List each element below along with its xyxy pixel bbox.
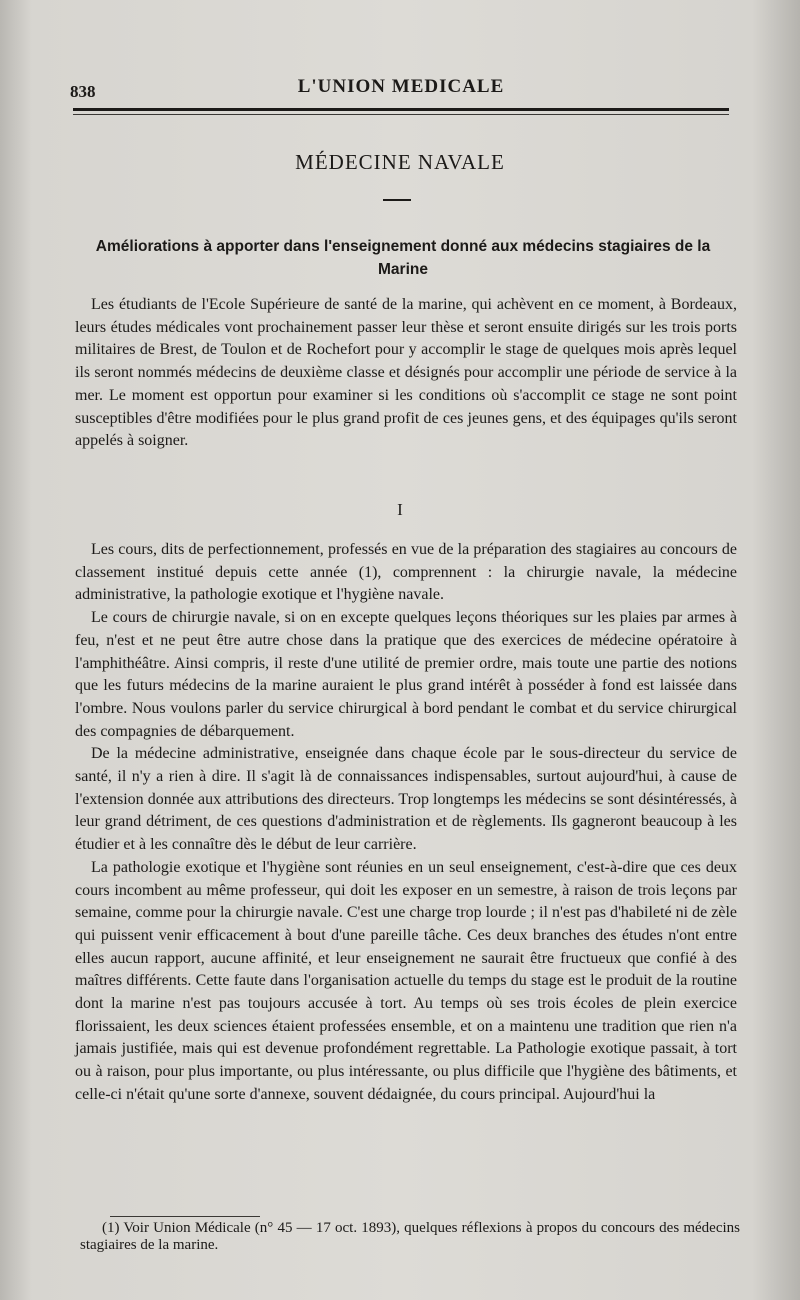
header-rule [73,108,729,111]
page-number: 838 [70,82,96,101]
section-number: I [397,500,403,519]
intro-block [75,294,737,453]
article-title: Améliorations à apporter dans l'enseignement donné aux médecins stagiaires de la Marine [95,238,711,278]
paragraph-administration: De la médecine administrative, enseignée dans chaque école par le sous-directeur du service de santé, il n'y a rien à dire. Il s'agit là de connaissances indispensables, surtout aujourd'hui, à cause de l'extension donnée aux attributions des directeurs. Trop longtemps les médecins se sont désintéressés, à leur grand détriment, de ces questions d'administration et de règlements. Ils gagneront beaucoup à les étudier et à les connaître dès le début de leur carrière. [75,745,737,854]
footnote: (1) Voir Union Médicale (n° 45 — 17 oct. 1893), quelques réflexions à propos du concours des médecins stagiaires de la marine. [80,1220,740,1253]
paragraph-pathology: La pathologie exotique et l'hygiène sont réunies en un seul enseignement, c'est-à-dire que ces deux cours incombent au même professeur, qui doit les exposer en un semestre, à raison de trois leçons par semaine, comme pour la chirurgie navale. C'est une charge trop lourde ; il n'est pas d'habileté ni de zèle qui puissent venir efficacement à bout d'une pareille tâche. Ces deux branches des études n'ont entre elles aucun rapport, aucune affinité, et leur enseignement ne saurait être fructueux que confié à des maîtres différents. Cette faute dans l'organisation actuelle du temps du stage est le produit de la routine dont la marine n'est pas toujours accusée à tort. Au temps où ses trois écoles de plein exercice florissaient, les deux sciences étaient professées ensemble, et on a maintenu une tradition que rien n'a jamais justifiée, mais qui est devenue profondément regrettable. La Pathologie exotique passait, à tort ou à raison, pour plus importante, ou plus intéressante, ou plus difficile que l'hygiène des bâtiments, et celle-ci n'était qu'une sorte d'annexe, souvent dédaignée, du cours principal. Aujourd'hui la [75,858,737,1103]
body-block [75,539,737,1107]
intro-paragraph: Les étudiants de l'Ecole Supérieure de santé de la marine, qui achèvent en ce moment, à Bordeaux, leurs études médicales vont prochainement passer leur thèse et seront ensuite dirigés sur les trois ports militaires de Brest, de Toulon et de Rochefort pour y accomplir le stage de quelques mois après lequel ils seront nommés médecins de deuxième classe et désignés pour accomplir une période de service à la mer. Le moment est opportun pour examiner si les conditions où s'accomplit ce stage ne sont point susceptibles d'être modifiées pour le plus grand profit de ces jeunes gens, et des équipages qu'ils seront appelés à soigner. [75,296,737,450]
section-divider [383,199,411,201]
paragraph-surgery: Le cours de chirurgie navale, si on en excepte quelques leçons théoriques sur les plaies par armes à feu, n'est et ne peut être autre chose dans la pratique que des exercices de médecine opératoire à l'amphithéâtre. Ainsi compris, il reste d'une utilité de premier ordre, mais toute une partie des notions que les futurs médecins de la marine auraient le plus grand intérêt à posséder à fond est laissée dans l'ombre. Nous voulons parler du service chirurgical à bord pendant le combat et du service chirurgical des compagnies de débarquement. [75,609,737,740]
paragraph-courses: Les cours, dits de perfectionnement, professés en vue de la préparation des stagiaires au concours de classement institué depuis cette année (1), comprennent : la chirurgie navale, la médecine administrative, la pathologie exotique et l'hygiène navale. [75,541,737,604]
section-title: MÉDECINE NAVALE [295,150,505,174]
journal-title: L'UNION MEDICALE [297,76,505,97]
footnote-rule [110,1216,260,1217]
header-rule-thin [73,114,729,115]
page-header [70,74,732,104]
